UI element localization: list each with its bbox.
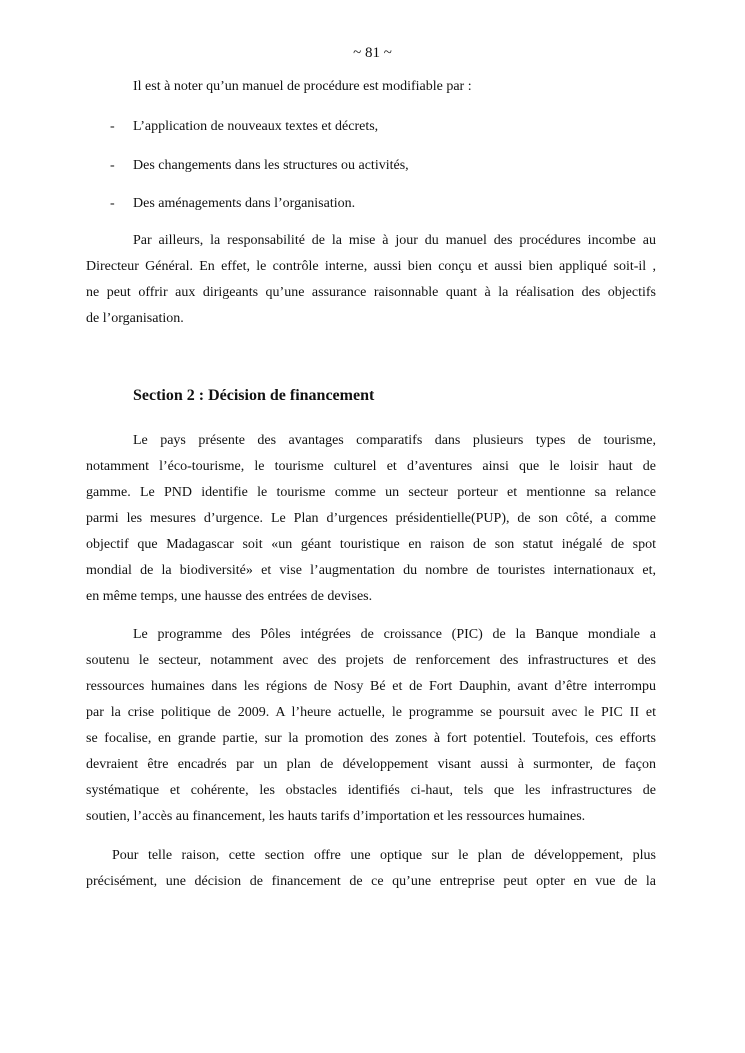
bullet-dash: -	[110, 196, 115, 211]
text-line: notamment l’éco-tourisme, le tourisme culturel et d’aventures ainsi que le loisir haut de	[86, 459, 656, 474]
text-line: Pour telle raison, cette section offre une optique sur le plan de développement, plus	[112, 848, 656, 863]
text-line: Par ailleurs, la responsabilité de la mise à jour du manuel des procédures incombe au	[133, 233, 656, 248]
text-line: précisément, une décision de financement de ce qu’une entreprise peut opter en vue de la	[86, 874, 656, 889]
text-line: en même temps, une hausse des entrées de devises.	[86, 589, 373, 604]
bullet-text: Des aménagements dans l’organisation.	[133, 196, 356, 211]
text-line: gamme. Le PND identifie le tourisme comme un secteur porteur et mentionne sa relance	[86, 485, 656, 500]
text-line: devraient être encadrés par un plan de développement visant aussi à surmonter, de façon	[86, 757, 656, 772]
text-line: Le pays présente des avantages comparatifs dans plusieurs types de tourisme,	[133, 433, 656, 448]
paragraph-plan	[86, 843, 656, 895]
text-line: parmi les mesures d’urgence. Le Plan d’urgences présidentielle(PUP), de son côté, a comme	[86, 511, 656, 526]
paragraph-tourisme	[86, 428, 656, 610]
text-line: ressources humaines dans les régions de Nosy Bé et de Fort Dauphin, avant d’être interrompu	[86, 679, 656, 694]
text-line: objectif que Madagascar soit «un géant touristique en raison de son statut inégalé de spot	[86, 537, 656, 552]
text-line: soutenu le secteur, notamment avec des projets de renforcement des infrastructures et des	[86, 653, 656, 668]
text-line: systématique et cohérente, les obstacles identifiés ci-haut, tels que les infrastructures de	[86, 783, 656, 798]
text-line: de l’organisation.	[86, 311, 184, 326]
text-line: mondial de la biodiversité» et vise l’augmentation du nombre de touristes internationaux et,	[86, 563, 656, 578]
paragraph-responsabilite	[86, 228, 656, 332]
page-number: ~ 81 ~	[353, 45, 392, 61]
paragraph-pic	[86, 622, 656, 830]
bullet-text: L’application de nouveaux textes et décrets,	[133, 119, 379, 134]
intro-sentence: Il est à noter qu’un manuel de procédure est modifiable par :	[133, 79, 472, 94]
text-line: soutien, l’accès au financement, les hauts tarifs d’importation et les ressources humaines.	[86, 809, 586, 824]
text-line: Directeur Général. En effet, le contrôle interne, aussi bien conçu et aussi bien appliqué soit-il ,	[86, 259, 656, 274]
text-line: ne peut offrir aux dirigeants qu’une assurance raisonnable quant à la réalisation des objectifs	[86, 285, 656, 300]
bullet-text: Des changements dans les structures ou activités,	[133, 158, 409, 173]
text-line: Le programme des Pôles intégrées de croissance (PIC) de la Banque mondiale a	[133, 627, 656, 642]
text-line: par la crise politique de 2009. A l’heure actuelle, le programme se poursuit avec le PIC II et	[86, 705, 656, 720]
section-heading: Section 2 : Décision de financement	[133, 387, 375, 404]
bullet-dash: -	[110, 119, 115, 134]
bullet-dash: -	[110, 158, 115, 173]
text-line: se focalise, en grande partie, sur la promotion des zones à fort potentiel. Toutefois, ces efforts	[86, 731, 656, 746]
